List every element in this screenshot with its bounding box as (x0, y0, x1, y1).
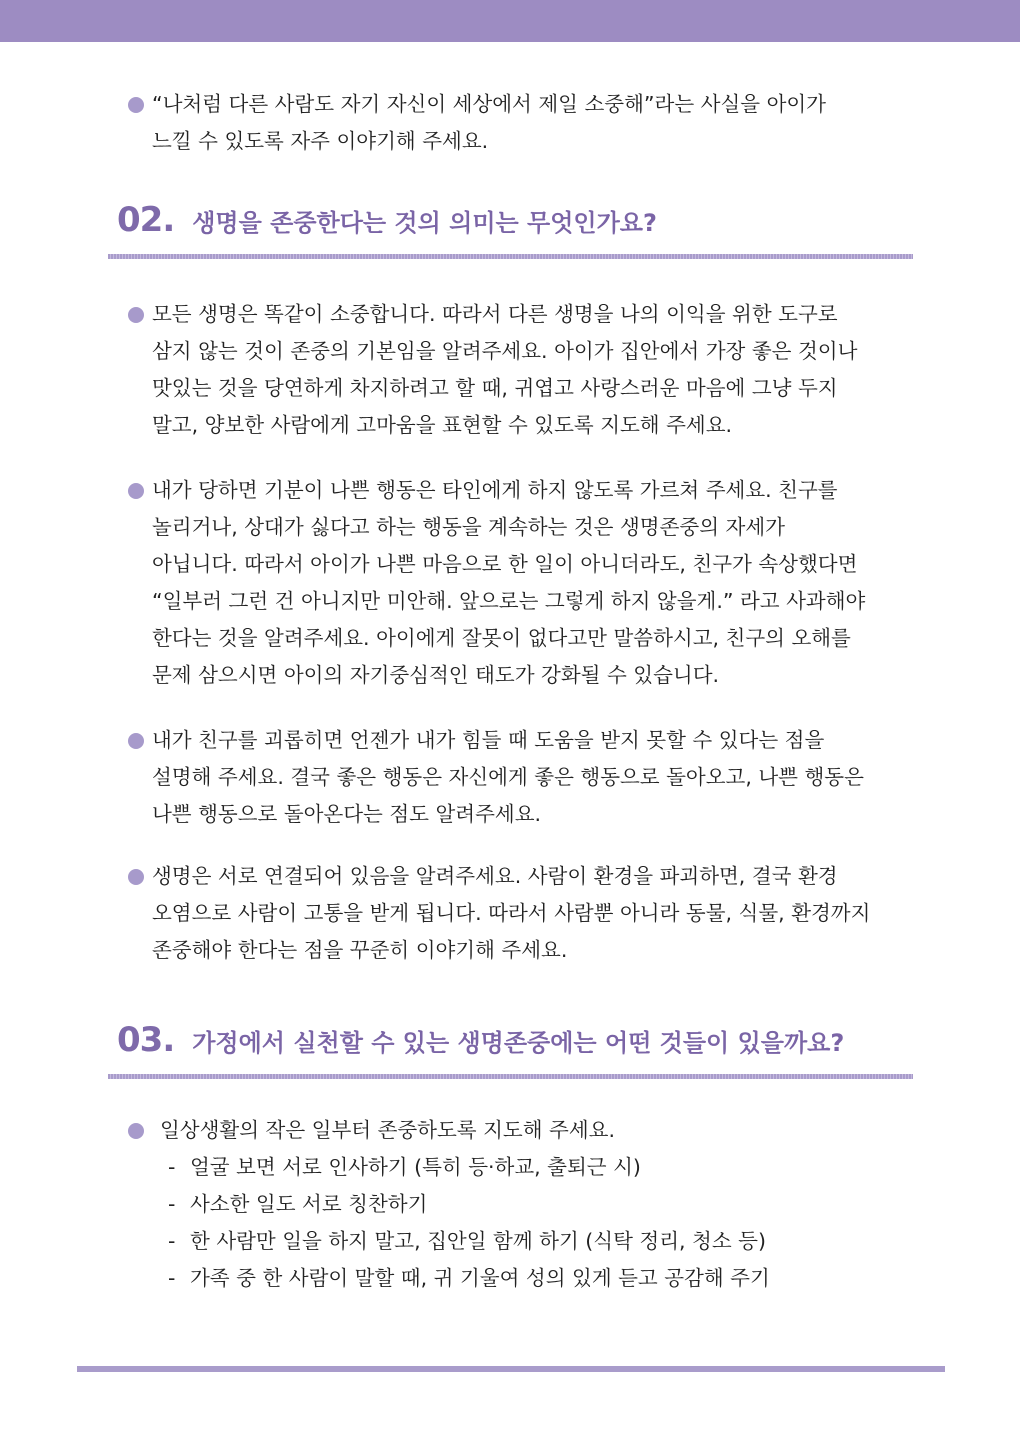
practice-list (128, 1112, 918, 1297)
section-number: 03. (117, 1020, 175, 1060)
bullet-line: 생명은 서로 연결되어 있음을 알려주세요. 사람이 환경을 파괴하면, 결국 환경 (152, 864, 838, 888)
dash-marker: - (168, 1192, 176, 1216)
bullet-line: 문제 삼으시면 아이의 자기중심적인 태도가 강화될 수 있습니다. (152, 663, 720, 687)
bullet-dot-icon (128, 1123, 144, 1139)
section-divider (108, 254, 913, 259)
practice-intro: 일상생활의 작은 일부터 존중하도록 지도해 주세요. (160, 1118, 615, 1142)
bullet-line: 설명해 주세요. 결국 좋은 행동은 자신에게 좋은 행동으로 돌아오고, 나쁜 행동은 (152, 765, 864, 789)
bullet-dot-icon (128, 307, 144, 323)
bullet-line: 내가 친구를 괴롭히면 언젠가 내가 힘들 때 도움을 받지 못할 수 있다는 점을 (152, 728, 825, 752)
bullet-line: “일부러 그런 건 아니지만 미안해. 앞으로는 그렇게 하지 않을게.” 라고 사과해야 (152, 589, 866, 613)
list-item-text: 사소한 일도 서로 칭찬하기 (190, 1192, 428, 1216)
intro-bullet (128, 86, 918, 160)
bullet-dot-icon (128, 869, 144, 885)
list-item (128, 296, 918, 444)
list-item-text: 얼굴 보면 서로 인사하기 (특히 등·하교, 출퇴근 시) (190, 1155, 641, 1179)
section-heading-03 (117, 1020, 844, 1060)
list-item (128, 472, 918, 694)
list-item-text: 한 사람만 일을 하지 말고, 집안일 함께 하기 (식탁 정리, 청소 등) (190, 1229, 766, 1253)
bullet-dot-icon (128, 97, 144, 113)
list-item (128, 1149, 918, 1186)
bullet-line: 느낄 수 있도록 자주 이야기해 주세요. (152, 129, 489, 153)
section-heading-02 (117, 200, 657, 240)
section-number: 02. (117, 200, 175, 240)
list-item (128, 1260, 918, 1297)
dash-marker: - (168, 1229, 176, 1253)
dash-marker: - (168, 1266, 176, 1290)
section-title: 가정에서 실천할 수 있는 생명존중에는 어떤 것들이 있을까요? (192, 1029, 845, 1057)
section-divider (108, 1074, 913, 1079)
bullet-line: 존중해야 한다는 점을 꾸준히 이야기해 주세요. (152, 938, 568, 962)
list-item (128, 858, 918, 969)
bullet-line: 오염으로 사람이 고통을 받게 됩니다. 따라서 사람뿐 아니라 동물, 식물, 환경까지 (152, 901, 871, 925)
bullet-line: 말고, 양보한 사람에게 고마움을 표현할 수 있도록 지도해 주세요. (152, 413, 733, 437)
bullet-line: 놀리거나, 상대가 싫다고 하는 행동을 계속하는 것은 생명존중의 자세가 (152, 515, 785, 539)
bullet-line: 맛있는 것을 당연하게 차지하려고 할 때, 귀엽고 사랑스러운 마음에 그냥 두지 (152, 376, 838, 400)
bullet-line: 내가 당하면 기분이 나쁜 행동은 타인에게 하지 않도록 가르쳐 주세요. 친구를 (152, 478, 838, 502)
bullet-line: 나쁜 행동으로 돌아온다는 점도 알려주세요. (152, 802, 542, 826)
bullet-dot-icon (128, 733, 144, 749)
bullet-line: 한다는 것을 알려주세요. 아이에게 잘못이 없다고만 말씀하시고, 친구의 오해를 (152, 626, 851, 650)
list-item (128, 722, 918, 833)
list-item (128, 1186, 918, 1223)
bullet-dot-icon (128, 483, 144, 499)
bullet-line: 모든 생명은 똑같이 소중합니다. 따라서 다른 생명을 나의 이익을 위한 도구로 (152, 302, 838, 326)
bottom-divider (77, 1366, 945, 1372)
bullet-line: 삼지 않는 것이 존중의 기본임을 알려주세요. 아이가 집안에서 가장 좋은 것이나 (152, 339, 858, 363)
bullet-line: “나처럼 다른 사람도 자기 자신이 세상에서 제일 소중해”라는 사실을 아이가 (152, 92, 826, 116)
section-title: 생명을 존중한다는 것의 의미는 무엇인가요? (192, 209, 657, 237)
top-header-band (0, 0, 1020, 42)
bullet-line: 아닙니다. 따라서 아이가 나쁜 마음으로 한 일이 아니더라도, 친구가 속상했다면 (152, 552, 858, 576)
list-item (128, 1223, 918, 1260)
dash-marker: - (168, 1155, 176, 1179)
list-item-text: 가족 중 한 사람이 말할 때, 귀 기울여 성의 있게 듣고 공감해 주기 (190, 1266, 770, 1290)
